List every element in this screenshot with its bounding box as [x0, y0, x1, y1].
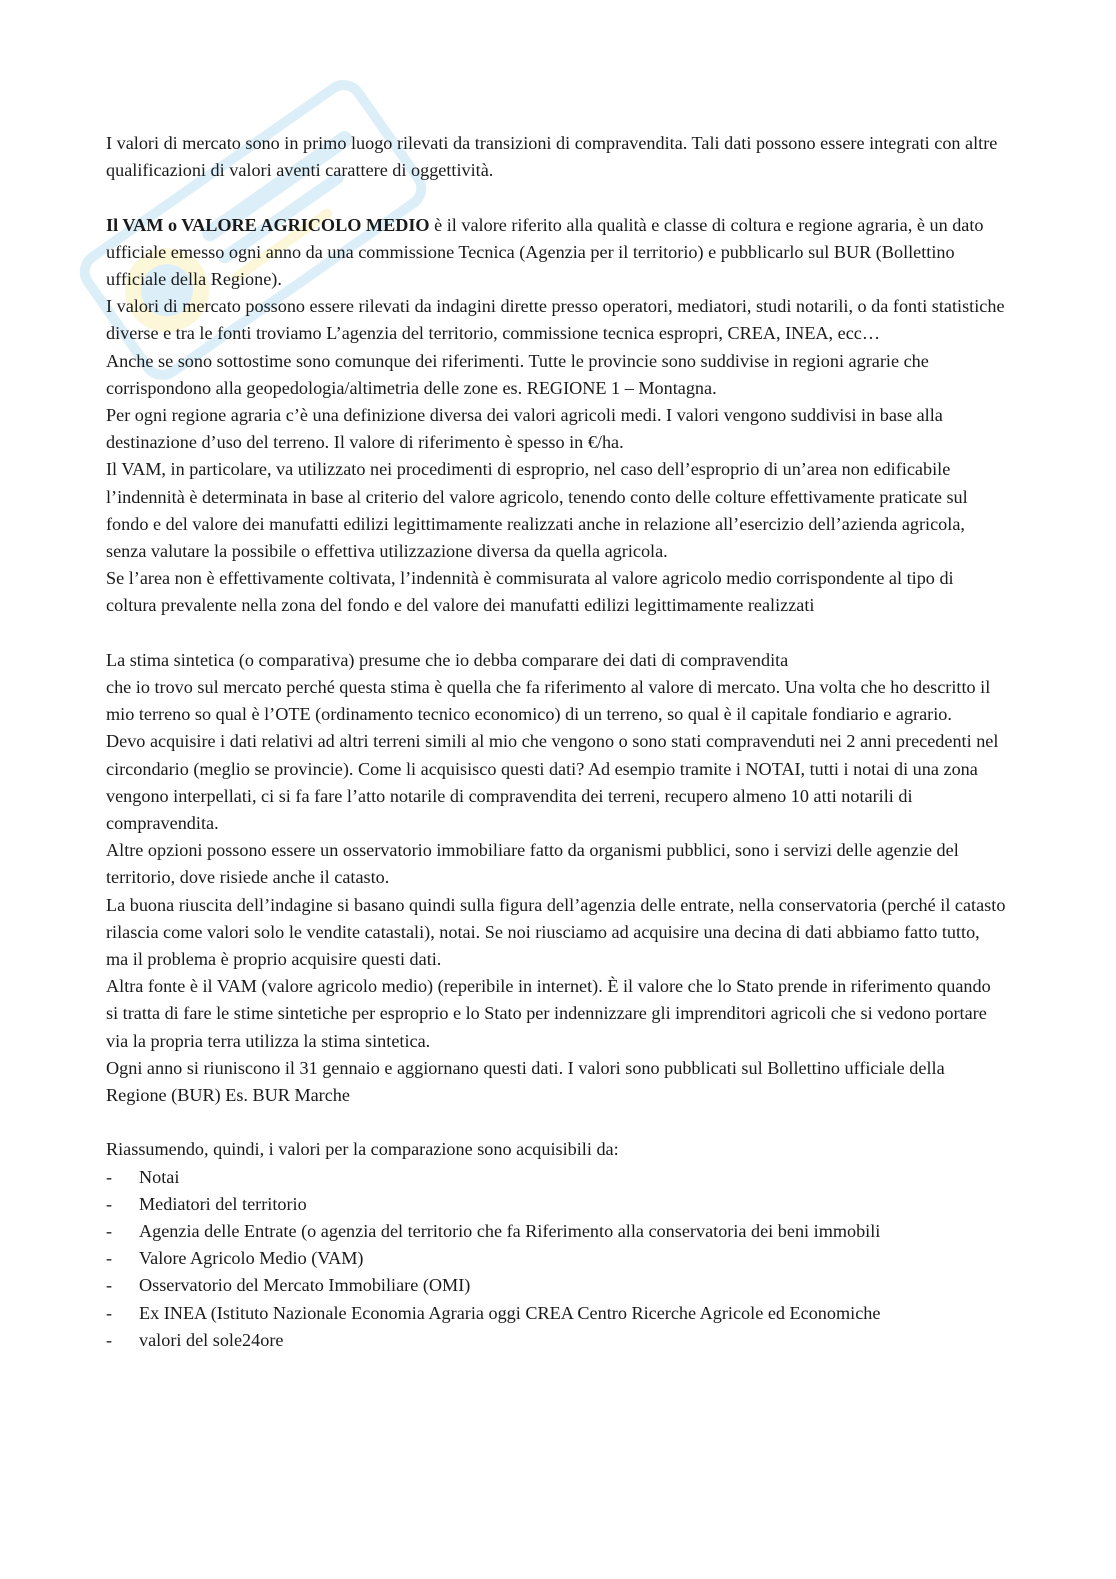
intro-section	[106, 130, 1006, 184]
dash-bullet: -	[106, 1193, 113, 1214]
list-item-text: Osservatorio del Mercato Immobiliare (OMI)	[139, 1275, 471, 1296]
dash-bullet: -	[106, 1329, 113, 1350]
document-page	[106, 130, 1006, 1354]
stima-paragraph: La buona riuscita dell’indagine si basano quindi sulla figura dell’agenzia delle entrate, nella conservatoria (perché il catasto rilascia come valori solo le vendite catastali), notai. Se noi riusciamo ad acquisire una decina di dati abbiamo fatto tutto, ma il problema è proprio acquisire questi dati.	[106, 894, 1006, 970]
dash-bullet: -	[106, 1166, 113, 1187]
list-item-text: valori del sole24ore	[139, 1329, 284, 1350]
list-item-text: Ex INEA (Istituto Nazionale Economia Agraria oggi CREA Centro Ricerche Agricole ed Economiche	[139, 1302, 881, 1323]
vam-section	[106, 212, 1006, 620]
stima-first-line: La stima sintetica (o comparativa) presume che io debba comparare dei dati di compravendita	[106, 649, 789, 670]
list-item	[106, 1272, 1006, 1299]
vam-paragraph: Per ogni regione agraria c’è una definizione diversa dei valori agricoli medi. I valori vengono suddivisi in base alla destinazione d’uso del terreno. Il valore di riferimento è spesso in €/ha.	[106, 405, 943, 453]
list-item	[106, 1327, 1006, 1354]
list-item	[106, 1245, 1006, 1272]
list-item	[106, 1218, 1006, 1245]
stima-paragraph: Altra fonte è il VAM (valore agricolo medio) (reperibile in internet). È il valore che lo Stato prende in riferimento quando si tratta di fare le stime sintetiche per esproprio e lo Stato per indennizzare gli imprenditori agricoli che si vedono portare via la propria terra utilizza la stima sintetica.	[106, 976, 991, 1051]
stima-paragraph: Ogni anno si riuniscono il 31 gennaio e aggiornano questi dati. I valori sono pubblicati sul Bollettino ufficiale della Regione (BUR) Es. BUR Marche	[106, 1057, 945, 1106]
stima-paragraph: Altre opzioni possono essere un osservatorio immobiliare fatto da organismi pubblici, sono i servizi delle agenzie del territorio, dove risiede anche il catasto.	[106, 840, 959, 888]
blank-line	[106, 1109, 1006, 1136]
stima-paragraph: che io trovo sul mercato perché questa stima è quella che fa riferimento al valore di mercato. Una volta che ho descritto il mio terreno so qual è l’OTE (ordinamento tecnico economico) di un terreno, so qual è il capitale fondiario e agrario.	[106, 677, 991, 725]
stima-paragraph: Devo acquisire i dati relativi ad altri terreni simili al mio che vengono o sono stati compravenduti nei 2 anni precedenti nel circondario (meglio se provincie). Come li acquisisco questi dati? Ad esempio tramite i NOTAI, tutti i notai di una zona vengono interpellati, ci si fa fare l’atto notarile di compravendita dei terreni, recupero almeno 10 atti notarili di compravendita.	[106, 731, 999, 834]
list-item	[106, 1300, 1006, 1327]
intro-paragraph: I valori di mercato sono in primo luogo rilevati da transizioni di compravendita. Tali dati possono essere integrati con altre qualificazioni di valori aventi carattere di oggettività.	[106, 133, 998, 181]
summary-section	[106, 1136, 1006, 1354]
list-item-text: Notai	[139, 1166, 180, 1187]
summary-intro: Riassumendo, quindi, i valori per la comparazione sono acquisibili da:	[106, 1139, 619, 1160]
list-item-text: Agenzia delle Entrate (o agenzia del territorio che fa Riferimento alla conservatoria dei beni immobili	[139, 1221, 881, 1242]
dash-bullet: -	[106, 1275, 113, 1296]
blank-line	[106, 620, 1006, 647]
list-item	[106, 1164, 1006, 1191]
dash-bullet: -	[106, 1302, 113, 1323]
list-item-text: Valore Agricolo Medio (VAM)	[139, 1248, 364, 1269]
sources-list	[106, 1164, 1006, 1354]
dash-bullet: -	[106, 1248, 113, 1269]
dash-bullet: -	[106, 1221, 113, 1242]
list-item-text: Mediatori del territorio	[139, 1193, 307, 1214]
vam-paragraph: Se l’area non è effettivamente coltivata, l’indennità è commisurata al valore agricolo medio corrispondente al tipo di coltura prevalente nella zona del fondo e del valore dei manufatti edilizi legittimamente realizzati	[106, 568, 954, 616]
blank-line	[106, 184, 1006, 211]
vam-paragraph: Il VAM, in particolare, va utilizzato nei procedimenti di esproprio, nel caso dell’esproprio di un’area non edificabile l’indennità è determinata in base al criterio del valore agricolo, tenendo conto delle colture effettivamente praticate sul fondo e del valore dei manufatti edilizi legittimamente realizzati anche in relazione all’esercizio dell’azienda agricola, senza valutare la possibile o effettiva utilizzazione diversa da quella agricola.	[106, 459, 968, 562]
stima-section	[106, 647, 1006, 1109]
vam-paragraph: I valori di mercato possono essere rilevati da indagini dirette presso operatori, mediatori, studi notarili, o da fonti statistiche diverse e tra le fonti troviamo L’agenzia del territorio, commissione tecnica espropri, CREA, INEA, ecc…	[106, 296, 1005, 344]
vam-lead-rest: è il valore riferito alla qualità e classe di coltura e regione agraria, è un dato ufficiale emesso ogni anno da una commissione Tecnica (Agenzia per il territorio) e pubblicarlo sul BUR (Bollettino ufficiale della Regione).	[106, 214, 984, 289]
list-item	[106, 1191, 1006, 1218]
vam-paragraph: Anche se sono sottostime sono comunque dei riferimenti. Tutte le provincie sono suddivise in regioni agrarie che corrispondono alla geopedologia/altimetria delle zone es. REGIONE 1 – Montagna.	[106, 350, 929, 398]
vam-bold-lead: Il VAM o VALORE AGRICOLO MEDIO	[106, 214, 430, 235]
vam-definition-paragraph	[106, 212, 1006, 294]
